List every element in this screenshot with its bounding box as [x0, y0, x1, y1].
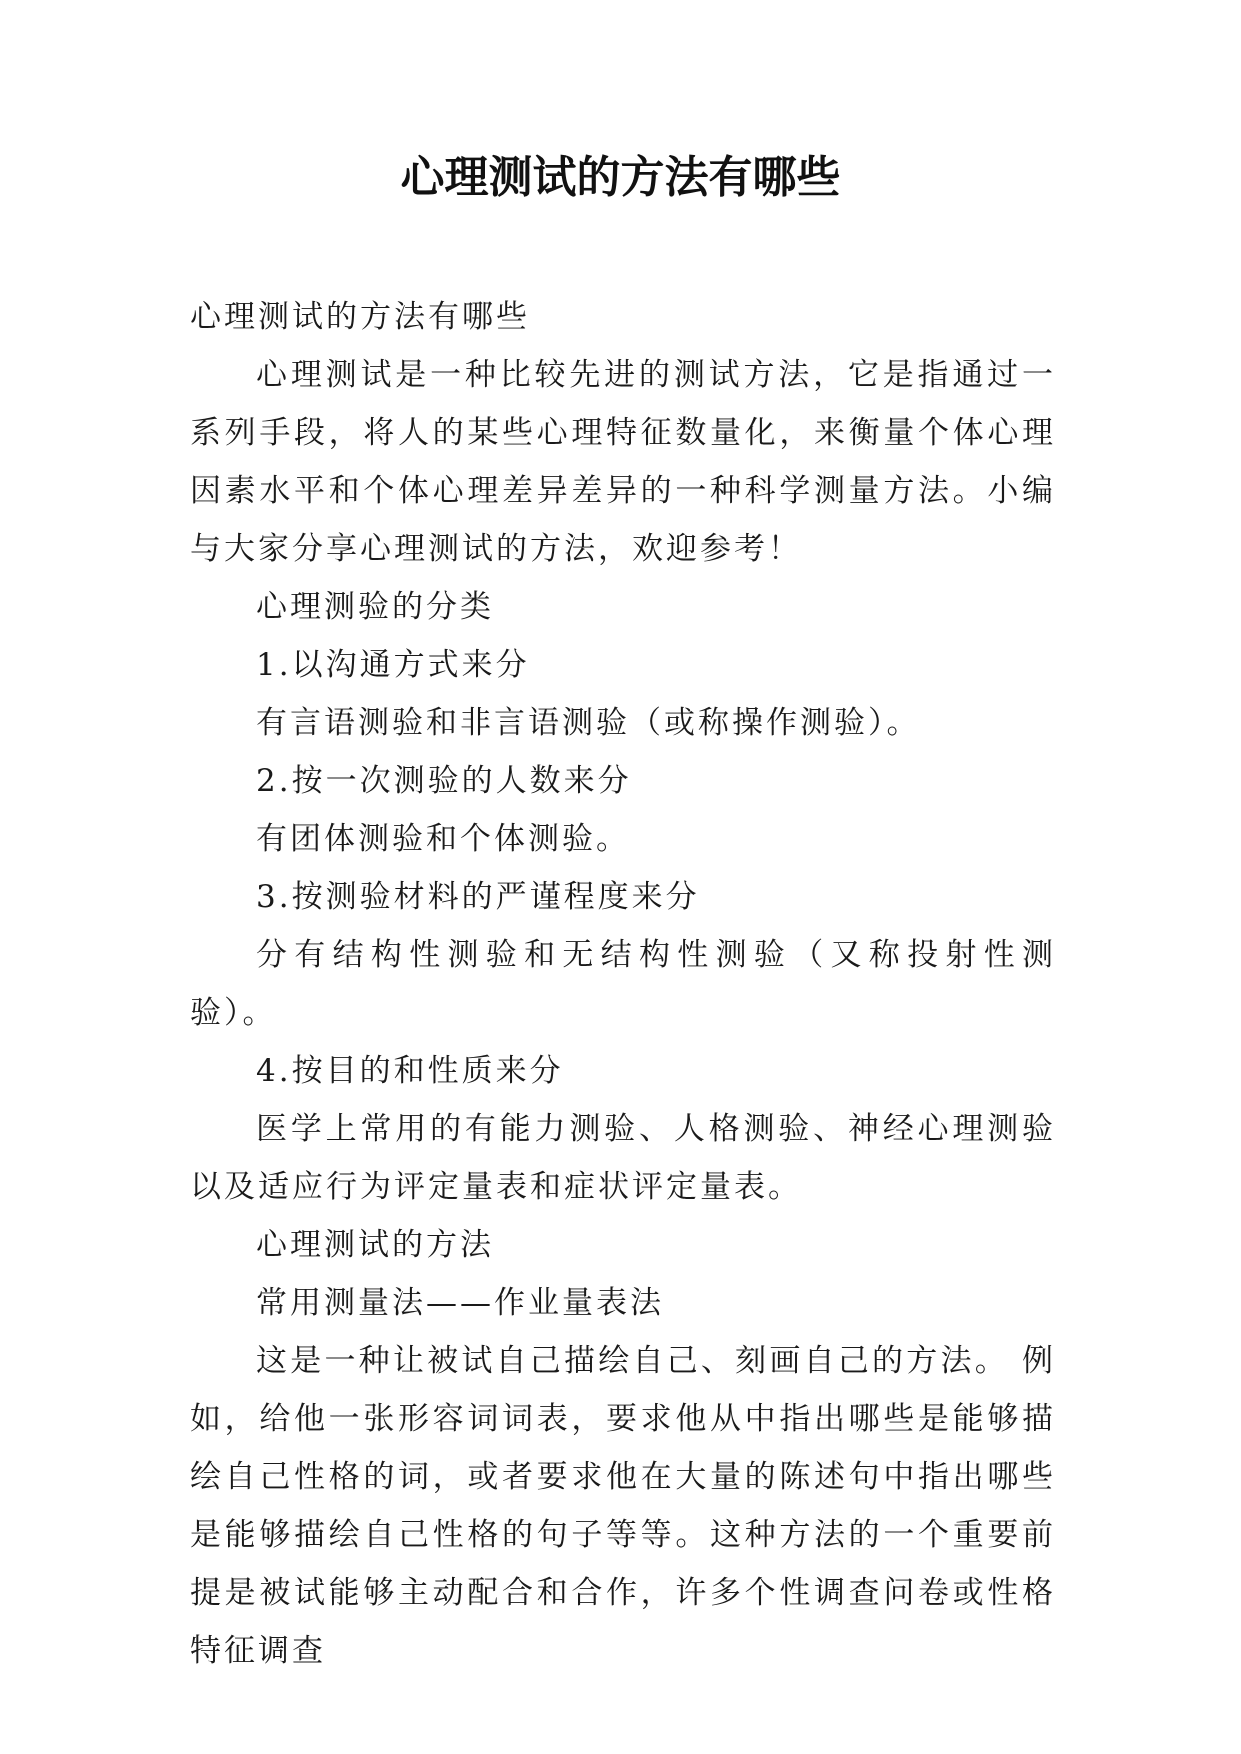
- heading-classification: 心理测验的分类: [256, 589, 494, 625]
- heading-common-method: 常用测量法——作业量表法: [256, 1285, 664, 1321]
- document-body: [190, 288, 1056, 1680]
- paragraph-intro: 心理测试是一种比较先进的测试方法，它是指通过一系列手段，将人的某些心理特征数量化，来衡量个体心理因素水平和个体心理差异差异的一种科学测量方法。小编与大家分享心理测试的方法，欢迎参考！: [190, 357, 1056, 567]
- list-item-3-body: 分有结构性测验和无结构性测验（又称投射性测验）。: [190, 937, 1056, 1031]
- list-item-1-body: 有言语测验和非言语测验（或称操作测验）。: [256, 705, 921, 741]
- heading-methods: 心理测试的方法: [256, 1227, 494, 1263]
- list-item-4-heading: 4.按目的和性质来分: [256, 1053, 564, 1089]
- paragraph-subtitle: 心理测试的方法有哪些: [190, 299, 530, 335]
- list-item-4-body: 医学上常用的有能力测验、人格测验、神经心理测验以及适应行为评定量表和症状评定量表。: [190, 1111, 1056, 1205]
- document-title: 心理测试的方法有哪些: [400, 152, 841, 203]
- list-item-1-heading: 1.以沟通方式来分: [256, 647, 530, 683]
- list-item-2-heading: 2.按一次测验的人数来分: [256, 763, 632, 799]
- paragraph-method-description: 这是一种让被试自己描绘自己、刻画自己的方法。 例如，给他一张形容词词表，要求他从中指出哪些是能够描绘自己性格的词，或者要求他在大量的陈述句中指出哪些是能够描绘自己性格的句子等等。这种方法的一个重要前提是被试能够主动配合和合作，许多个性调查问卷或性格特征调查: [190, 1343, 1056, 1669]
- list-item-3-heading: 3.按测验材料的严谨程度来分: [256, 879, 700, 915]
- list-item-2-body: 有团体测验和个体测验。: [256, 821, 630, 857]
